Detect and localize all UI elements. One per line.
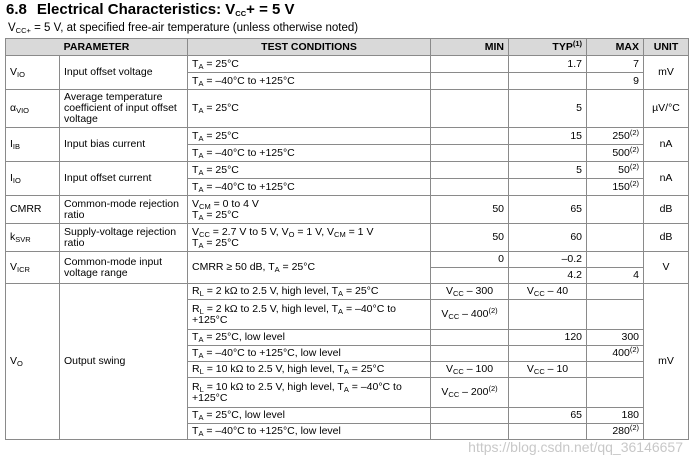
header-typ-label: TYP <box>552 40 573 53</box>
header-max: MAX <box>587 39 644 56</box>
title-subscript: CC <box>235 9 247 18</box>
table-row <box>6 196 689 224</box>
max-cell <box>587 378 644 408</box>
max-cell <box>587 284 644 300</box>
symbol-iib: $I_{IB}$ <box>6 128 60 162</box>
table-row <box>6 90 689 128</box>
min-cell <box>431 330 509 346</box>
max-cell: 150$^{(2)}$ <box>587 179 644 196</box>
condition-cell: $T_A = 25^\circ C$ <box>188 90 431 128</box>
min-cell <box>431 128 509 145</box>
typ-cell: 1.7 <box>509 56 587 73</box>
min-cell: $V_{CC} - 100$ <box>431 362 509 378</box>
condition-cell: $T_A = -40^\circ C$ to +125°C <box>188 73 431 90</box>
min-cell <box>431 145 509 162</box>
condition-cell: $T_A = -40^\circ C$ to +125°C, low level <box>188 424 431 440</box>
condition-cell: $T_A = -40^\circ C$ to +125°C <box>188 145 431 162</box>
header-parameter: PARAMETER <box>6 39 188 56</box>
typ-cell: 65 <box>509 408 587 424</box>
min-cell <box>431 56 509 73</box>
max-cell: 7 <box>587 56 644 73</box>
max-cell: 4 <box>587 268 644 284</box>
max-cell <box>587 300 644 330</box>
param-vo: Output swing <box>60 284 188 440</box>
typ-cell <box>509 145 587 162</box>
unit-cell: mV <box>644 56 689 90</box>
condition-cell: $T_A = -40^\circ C$ to +125°C, low level <box>188 346 431 362</box>
min-cell <box>431 408 509 424</box>
min-cell <box>431 346 509 362</box>
symbol-vo: $V_O$ <box>6 284 60 440</box>
header-unit: UNIT <box>644 39 689 56</box>
min-cell <box>431 424 509 440</box>
param-iib: Input bias current <box>60 128 188 162</box>
max-cell <box>587 90 644 128</box>
min-cell <box>431 268 509 284</box>
condition-cell: $T_A = 25^\circ C$ <box>188 128 431 145</box>
max-cell <box>587 252 644 268</box>
section-title <box>6 1 295 18</box>
condition-cell: $R_L = 2$ kΩ to 2.5 V, high level, $T_A = 25^\circ C$ <box>188 284 431 300</box>
typ-cell <box>509 346 587 362</box>
typ-cell: $V_{CC} - 10$ <box>509 362 587 378</box>
min-cell <box>431 90 509 128</box>
table-row <box>6 252 689 268</box>
max-cell: 9 <box>587 73 644 90</box>
condition-cell: $V_{CC} = 2.7$ V to 5 V, $V_O = 1$ V, $V_{CM} = 1$ V $T_A = 25^\circ C$ <box>188 224 431 252</box>
table-row <box>6 224 689 252</box>
typ-cell: $V_{CC} - 40$ <box>509 284 587 300</box>
max-cell: 50$^{(2)}$ <box>587 162 644 179</box>
min-cell: 50 <box>431 224 509 252</box>
min-cell: $V_{CC} - 400^{(2)}$ <box>431 300 509 330</box>
symbol-cmrr: CMRR <box>6 196 60 224</box>
symbol-vicr: $V_{ICR}$ <box>6 252 60 284</box>
watermark-text: https://blog.csdn.net/qq_36146657 <box>468 439 683 455</box>
param-cmrr: Common-mode rejection ratio <box>60 196 188 224</box>
subtitle-prefix: V <box>8 22 16 34</box>
header-test-conditions: TEST CONDITIONS <box>188 39 431 56</box>
unit-cell: dB <box>644 196 689 224</box>
min-cell: 0 <box>431 252 509 268</box>
unit-cell: nA <box>644 162 689 196</box>
condition-cell: $R_L = 10$ kΩ to 2.5 V, high level, $T_A = 25^\circ C$ <box>188 362 431 378</box>
condition-cell: CMRR ≥ 50 dB, $T_A = 25^\circ C$ <box>188 252 431 284</box>
header-typ <box>509 39 587 56</box>
max-cell: 180 <box>587 408 644 424</box>
typ-cell: 15 <box>509 128 587 145</box>
subtitle-suffix: = 5 V, at specified free-air temperature (unless otherwise noted) <box>30 22 359 34</box>
condition-cell: $T_A = 25^\circ C$, low level <box>188 408 431 424</box>
title-prefix: Electrical Characteristics: V <box>36 1 236 18</box>
condition-cell: $T_A = -40^\circ C$ to +125°C <box>188 179 431 196</box>
typ-cell <box>509 179 587 196</box>
table-row <box>6 56 689 73</box>
table-row <box>6 162 689 179</box>
param-vio: Input offset voltage <box>60 56 188 90</box>
min-cell <box>431 179 509 196</box>
symbol-avio: $\alpha_{VIO}$ <box>6 90 60 128</box>
table-row <box>6 284 689 300</box>
section-number: 6.8 <box>6 1 27 18</box>
unit-cell: nA <box>644 128 689 162</box>
condition-cell: $T_A = 25^\circ C$, low level <box>188 330 431 346</box>
typ-cell: –0.2 <box>509 252 587 268</box>
typ-cell: 65 <box>509 196 587 224</box>
section-subtitle <box>8 22 358 34</box>
min-cell <box>431 73 509 90</box>
subtitle-subscript: CC+ <box>15 26 31 35</box>
typ-cell <box>509 378 587 408</box>
typ-cell: 60 <box>509 224 587 252</box>
typ-cell: 120 <box>509 330 587 346</box>
min-cell: $V_{CC} - 200^{(2)}$ <box>431 378 509 408</box>
param-avio: Average temperature coefficient of input offset voltage <box>60 90 188 128</box>
unit-cell: V <box>644 252 689 284</box>
max-cell: 300 <box>587 330 644 346</box>
typ-cell <box>509 424 587 440</box>
unit-cell: µV/°C <box>644 90 689 128</box>
condition-cell: $R_L = 2$ kΩ to 2.5 V, high level, $T_A = -40^\circ C$ to +125°C <box>188 300 431 330</box>
max-cell <box>587 224 644 252</box>
max-cell: 250$^{(2)}$ <box>587 128 644 145</box>
unit-cell: dB <box>644 224 689 252</box>
condition-cell: $V_{CM} = 0$ to 4 V $T_A = 25^\circ C$ <box>188 196 431 224</box>
condition-cell: $T_A = 25^\circ C$ <box>188 162 431 179</box>
header-min: MIN <box>431 39 509 56</box>
symbol-vio: $V_{IO}$ <box>6 56 60 90</box>
table-row <box>6 128 689 145</box>
max-cell <box>587 362 644 378</box>
min-cell <box>431 162 509 179</box>
symbol-iio: $I_{IO}$ <box>6 162 60 196</box>
unit-cell: mV <box>644 284 689 440</box>
param-ksvr: Supply-voltage rejection ratio <box>60 224 188 252</box>
typ-cell: 4.2 <box>509 268 587 284</box>
electrical-characteristics-table <box>5 38 689 440</box>
param-iio: Input offset current <box>60 162 188 196</box>
header-typ-footnote: (1) <box>572 38 583 48</box>
max-cell: 500$^{(2)}$ <box>587 145 644 162</box>
param-vicr: Common-mode input voltage range <box>60 252 188 284</box>
max-cell: 400$^{(2)}$ <box>587 346 644 362</box>
typ-cell: 5 <box>509 90 587 128</box>
typ-cell: 5 <box>509 162 587 179</box>
max-cell <box>587 196 644 224</box>
condition-cell: $T_A = 25^\circ C$ <box>188 56 431 73</box>
min-cell: 50 <box>431 196 509 224</box>
symbol-ksvr: $k_{SVR}$ <box>6 224 60 252</box>
typ-cell <box>509 300 587 330</box>
max-cell: 280$^{(2)}$ <box>587 424 644 440</box>
min-cell: $V_{CC} - 300$ <box>431 284 509 300</box>
title-suffix: + = 5 V <box>246 1 295 18</box>
condition-cell: $R_L = 10$ kΩ to 2.5 V, high level, $T_A = -40^\circ C$ to +125°C <box>188 378 431 408</box>
table-header-row <box>6 39 689 56</box>
typ-cell <box>509 73 587 90</box>
